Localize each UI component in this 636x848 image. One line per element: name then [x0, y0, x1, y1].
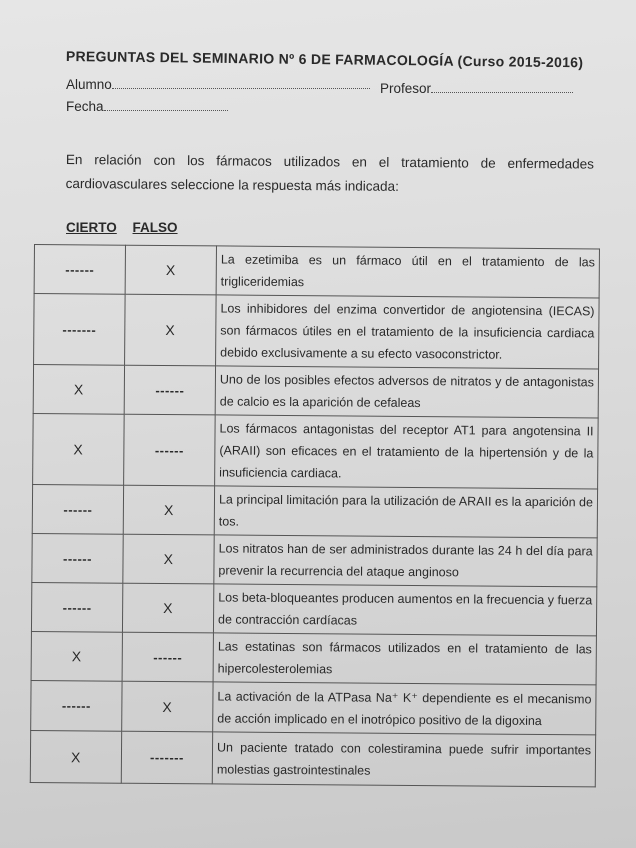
- question-text: La ezetimiba es un fármaco útil en el tratamiento de las trigliceridemias: [216, 246, 599, 298]
- question-text: Los nitratos han de ser administrados durante las 24 h del día para prevenir la recurrencia del ataque anginoso: [214, 535, 597, 587]
- date-field: [66, 98, 228, 114]
- question-row: [33, 365, 598, 418]
- cierto-cell: ------: [34, 245, 125, 295]
- cierto-cell: ------: [32, 484, 123, 534]
- header-falso: FALSO: [132, 220, 178, 235]
- cierto-cell: -------: [34, 294, 126, 366]
- question-row: [30, 730, 595, 786]
- falso-cell: -------: [121, 731, 212, 784]
- question-text: La activación de la ATPasa Na⁺ K⁺ dependiente es el mecanismo de acción implicado en el inotrópico positivo de la digoxina: [213, 682, 596, 735]
- question-text: Los inhibidores del enzima convertidor de angiotensina (IECAS) son fármacos útiles en el tratamiento de la insuficiencia cardiaca debido exclusivamente a su efecto vasoconstrictor.: [216, 295, 600, 369]
- cierto-cell: X: [33, 365, 124, 415]
- answer-headers: [66, 220, 190, 235]
- cierto-cell: ------: [31, 582, 122, 632]
- falso-cell: X: [123, 534, 214, 584]
- teacher-blank: [431, 80, 573, 93]
- document-title: PREGUNTAS DEL SEMINARIO Nº 6 DE FARMACOLOGÍA (Curso 2015-2016): [65, 48, 584, 71]
- questions-table: [30, 244, 600, 787]
- question-text: Los beta-bloqueantes producen aumentos en la frecuencia y fuerza de contracción cardíacas: [213, 584, 596, 636]
- date-blank: [104, 98, 228, 111]
- cierto-cell: X: [33, 413, 125, 485]
- question-text: Las estatinas son fármacos utilizados en el tratamiento de las hipercolesterolemias: [213, 633, 596, 685]
- question-text: Uno de los posibles efectos adversos de nitratos y de antagonistas de calcio es la aparición de cefaleas: [215, 366, 598, 418]
- student-field: [66, 76, 370, 92]
- student-blank: [112, 76, 370, 89]
- falso-cell: X: [125, 294, 217, 366]
- question-text: La principal limitación para la utilización de ARAII es la aparición de tos.: [214, 486, 597, 538]
- question-row: [31, 631, 596, 684]
- falso-cell: ------: [124, 414, 216, 486]
- question-row: [32, 484, 597, 537]
- question-text: Los fármacos antagonistas del receptor AT1 para angotensina II (ARAII) son eficaces en el tratamiento de la hipertensión y de la insuficiencia cardiaca.: [215, 415, 599, 489]
- falso-cell: ------: [122, 632, 213, 682]
- cierto-cell: X: [30, 730, 121, 783]
- question-row: [32, 533, 597, 586]
- falso-cell: X: [123, 485, 214, 535]
- falso-cell: X: [122, 681, 213, 732]
- instructions: En relación con los fármacos utilizados en el tratamiento de enfermedades cardiovasculares seleccione la respuesta más indicada:: [65, 151, 594, 194]
- question-row: [33, 413, 599, 488]
- question-row: [31, 582, 596, 635]
- cierto-cell: ------: [31, 680, 122, 731]
- falso-cell: X: [125, 245, 216, 295]
- falso-cell: ------: [124, 365, 215, 415]
- cierto-cell: X: [31, 631, 122, 681]
- question-row: [31, 680, 596, 734]
- question-row: [34, 245, 599, 298]
- date-label: Fecha: [66, 99, 104, 114]
- question-row: [34, 294, 600, 369]
- teacher-label: Profesor: [380, 81, 432, 96]
- falso-cell: X: [122, 583, 213, 633]
- cierto-cell: ------: [32, 533, 123, 583]
- header-cierto: CIERTO: [66, 220, 117, 235]
- teacher-field: [380, 80, 573, 96]
- question-text: Un paciente tratado con colestiramina puede sufrir importantes molestias gastrointestinales: [212, 732, 595, 787]
- student-label: Alumno: [66, 77, 112, 92]
